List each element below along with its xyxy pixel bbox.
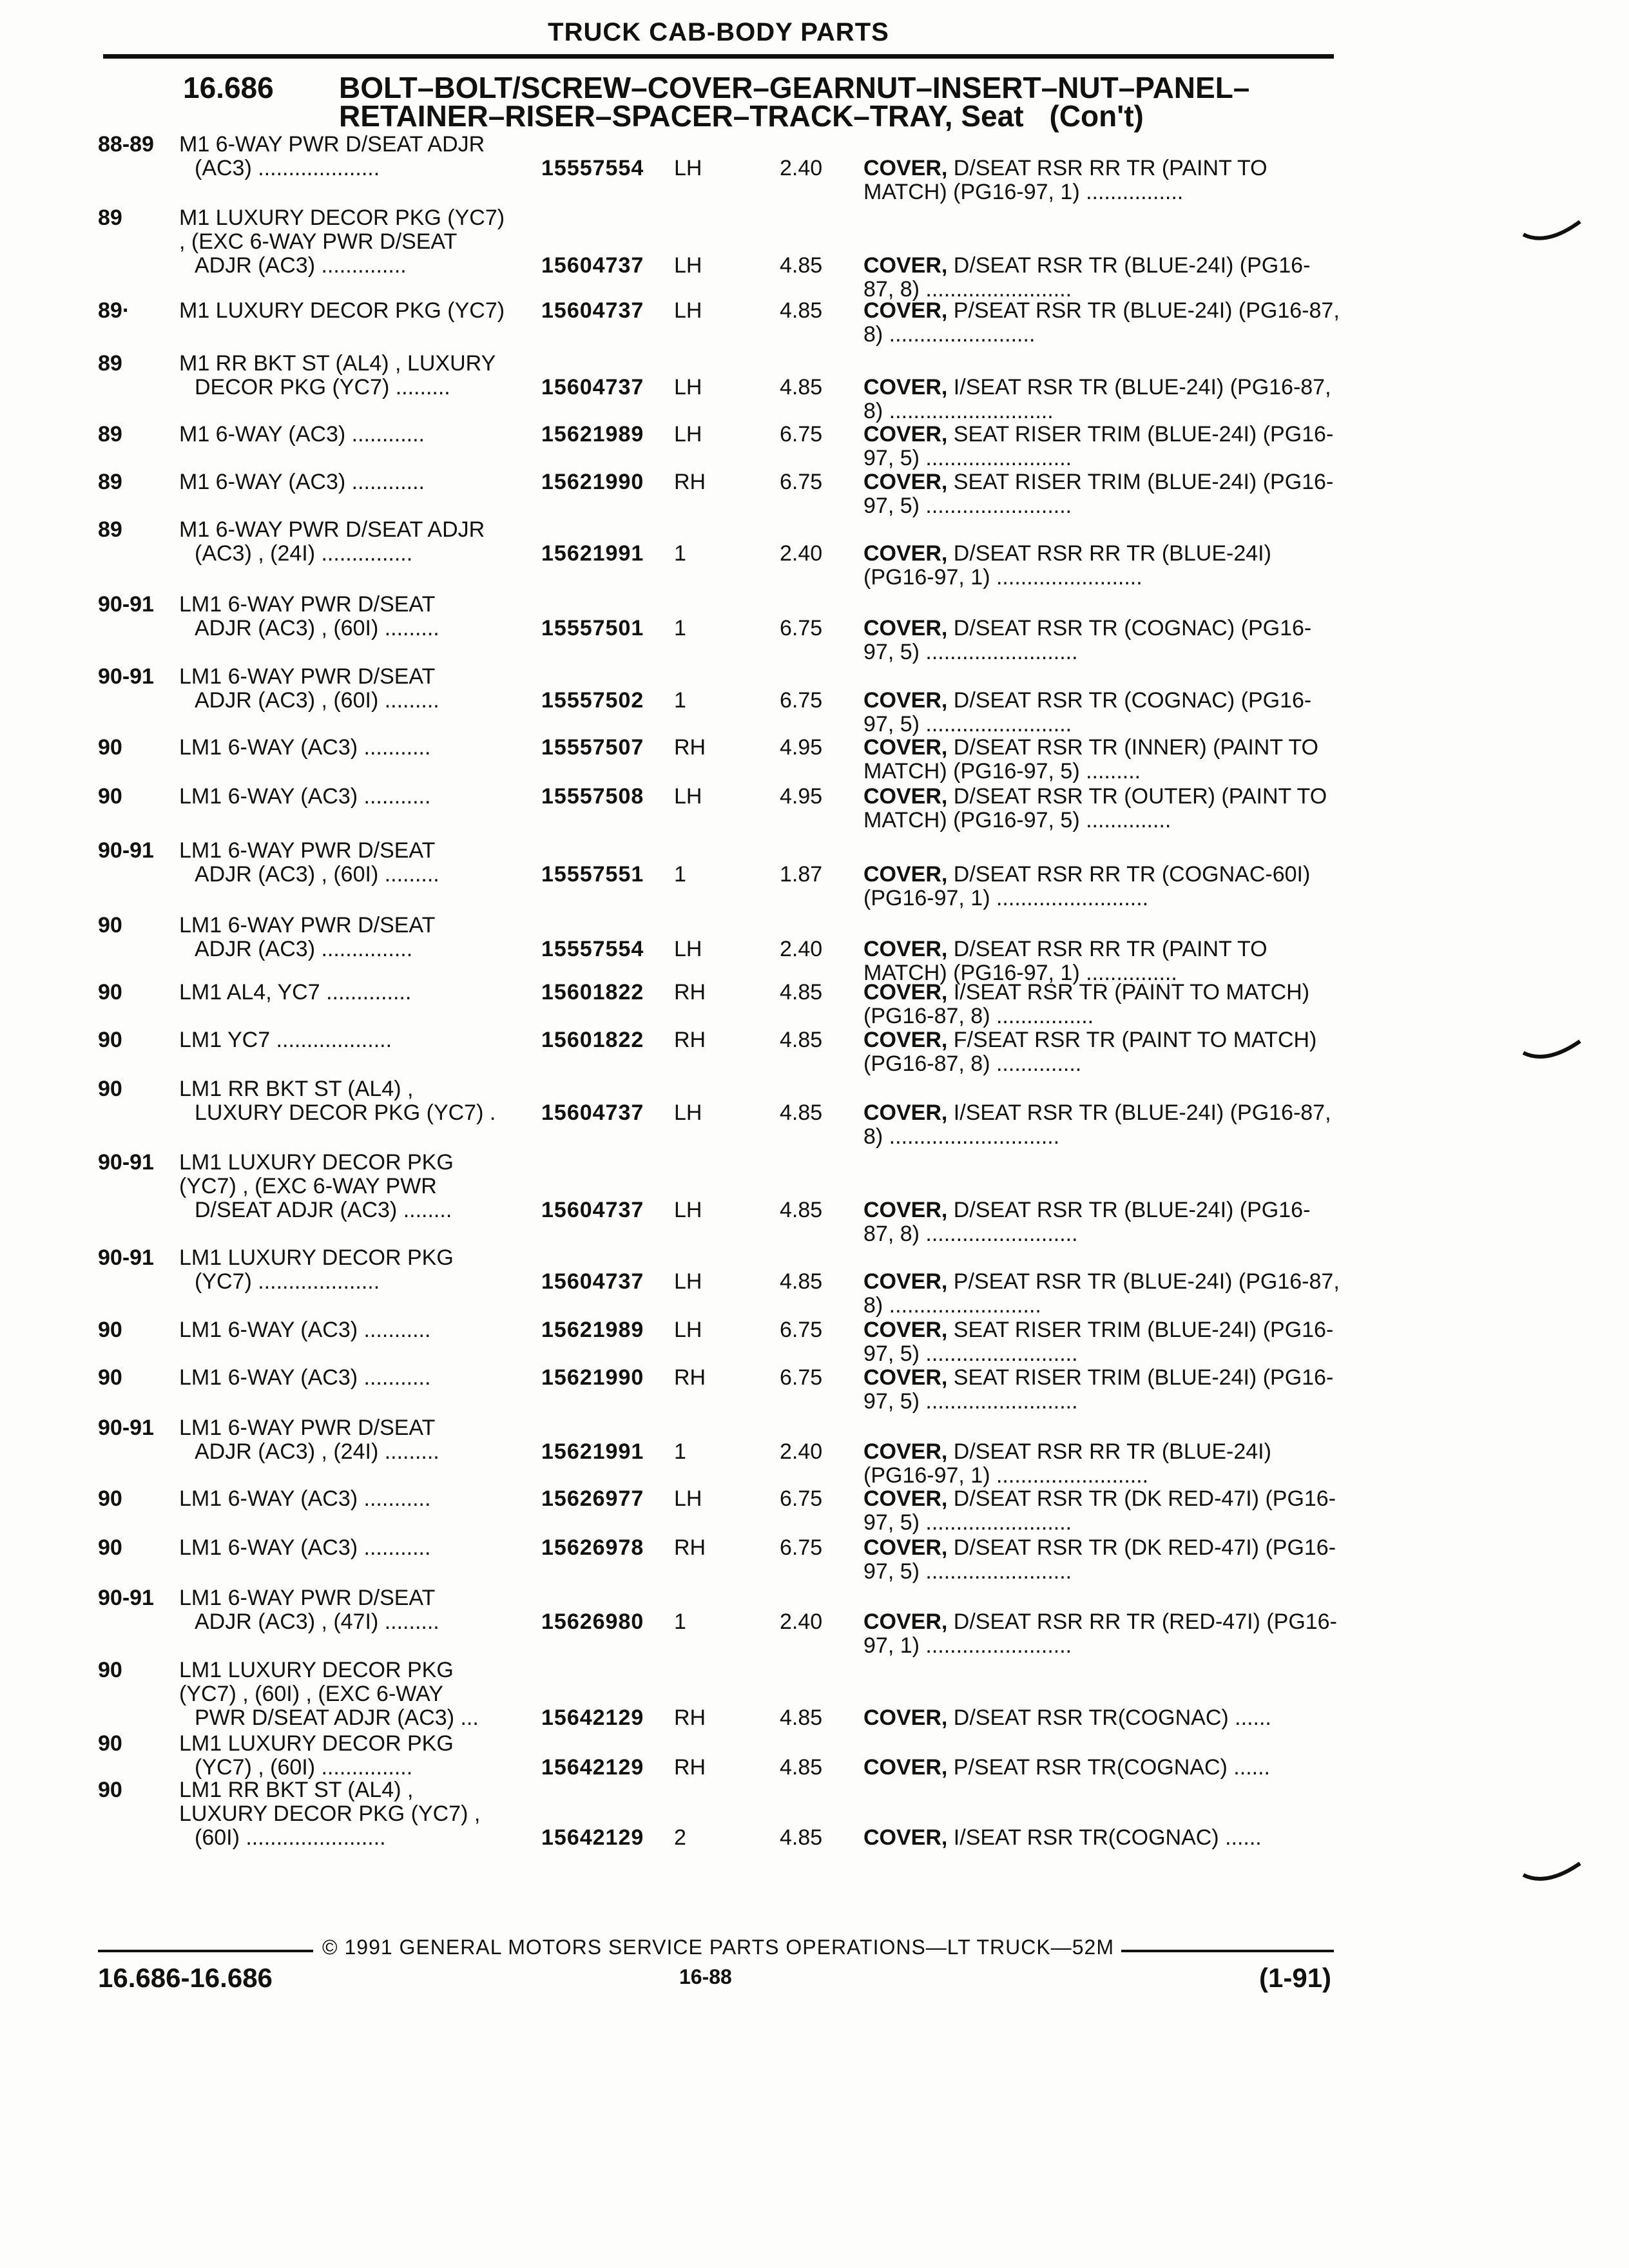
application-line-cont: ADJR (AC3) , (60I) ......... [195,862,439,887]
application-line: LM1 RR BKT ST (AL4) , LUXURY DECOR PKG (YC7) , [179,1778,481,1826]
application-desc [179,352,540,399]
part-number: 15604737 [541,1100,644,1125]
part-description [863,542,1340,590]
part-detail: D/SEAT RSR TR (DK RED-47I) (PG16-97, 5) ........................ [863,1535,1336,1584]
part-number: 15621990 [541,1365,644,1390]
part-detail: D/SEAT RSR RR TR (PAINT TO MATCH) (PG16-97, 1) ................ [863,156,1268,204]
part-detail: I/SEAT RSR TR (PAINT TO MATCH) (PG16-87, 8) ................ [863,980,1310,1028]
quantity: LH [674,1318,702,1342]
application-line: M1 RR BKT ST (AL4) , LUXURY [179,351,496,376]
model-year: 90-91 [98,592,154,617]
price: 4.85 [780,1755,823,1780]
footer-page-number: 16-88 [679,1965,732,1988]
part-detail: D/SEAT RSR RR TR (BLUE-24I) (PG16-97, 1) ......................... [863,1439,1271,1488]
part-detail: F/SEAT RSR TR (PAINT TO MATCH) (PG16-87, 8) .............. [863,1028,1317,1076]
part-name: COVER, [863,1028,948,1052]
application-desc [179,1732,540,1780]
application-line-cont: ADJR (AC3) .............. [195,253,407,278]
margin-mark [1521,1856,1585,1894]
part-detail: I/SEAT RSR TR (BLUE-24I) (PG16-87, 8) ............................ [863,1100,1331,1149]
part-description [863,617,1340,664]
application-line: LM1 6-WAY PWR D/SEAT [179,913,436,937]
quantity: LH [674,298,702,323]
application-desc [179,736,540,760]
application-line: M1 6-WAY (AC3) ............ [179,422,425,447]
model-year: 90 [98,980,122,1004]
application-line: LM1 YC7 ................... [179,1028,392,1052]
application-line: M1 6-WAY (AC3) ............ [179,470,425,494]
part-description [863,1756,1340,1780]
price: 1.87 [780,862,823,887]
part-number: 15604737 [541,375,644,399]
part-description [863,157,1340,204]
footer-date-code: (1-91) [1259,1963,1332,1993]
part-detail: SEAT RISER TRIM (BLUE-24I) (PG16-97, 5) ........................ [863,470,1334,518]
part-description [863,736,1340,783]
part-number: 15557554 [541,156,644,180]
footer-section-range: 16.686-16.686 [98,1963,273,1993]
part-number: 15642129 [541,1825,644,1850]
price: 2.40 [780,1610,823,1634]
application-line: LM1 AL4, YC7 .............. [179,980,412,1004]
quantity: RH [674,1028,706,1052]
model-year: 90-91 [98,838,154,863]
part-name: COVER, [863,1365,948,1390]
part-name: COVER, [863,422,948,447]
quantity: 1 [674,541,686,566]
part-description [863,376,1340,423]
quantity: RH [674,1365,706,1390]
part-description [863,785,1340,832]
price: 4.95 [780,735,823,760]
part-detail: D/SEAT RSR RR TR (COGNAC-60I) (PG16-97, 1) ......................... [863,862,1311,910]
part-detail: D/SEAT RSR TR(COGNAC) ...... [947,1706,1271,1730]
model-year: 90 [98,913,122,937]
price: 6.75 [780,1486,823,1511]
part-description [863,470,1340,518]
part-detail: D/SEAT RSR TR (COGNAC) (PG16-97, 5) ........................ [863,688,1312,736]
application-line: LM1 LUXURY DECOR PKG [179,1731,454,1756]
quantity: 2 [674,1825,686,1850]
price: 2.40 [780,1439,823,1464]
part-name: COVER, [863,1755,948,1780]
model-year: 90 [98,1028,122,1052]
part-name: COVER, [863,937,948,961]
part-name: COVER, [863,1706,948,1730]
part-number: 15557554 [541,937,644,961]
model-year: 90-91 [98,1586,154,1610]
part-detail: P/SEAT RSR TR (BLUE-24I) (PG16-87, 8) ........................ [863,298,1340,347]
part-number: 15621989 [541,422,644,447]
part-description [863,1270,1340,1318]
application-line: LM1 LUXURY DECOR PKG [179,1245,454,1270]
part-number: 15557501 [541,616,644,640]
application-line: LM1 6-WAY (AC3) ........... [179,735,431,760]
part-number: 15557508 [541,784,644,809]
section-number: 16.686 [183,71,274,104]
application-desc [179,1416,540,1464]
part-number: 15642129 [541,1706,644,1730]
model-year: 90-91 [98,1416,154,1440]
part-name: COVER, [863,616,948,640]
part-number: 15604737 [541,253,644,278]
price: 4.85 [780,1269,823,1294]
part-name: COVER, [863,862,948,887]
part-description [863,299,1340,347]
part-name: COVER, [863,1439,948,1464]
application-line: LM1 6-WAY PWR D/SEAT [179,592,436,617]
part-number: 15604737 [541,1269,644,1294]
application-line: M1 LUXURY DECOR PKG (YC7) [179,298,505,323]
part-number: 15601822 [541,980,644,1004]
application-line: LM1 6-WAY PWR D/SEAT [179,838,436,863]
part-description [863,937,1340,985]
application-line: LM1 6-WAY PWR D/SEAT [179,1586,436,1610]
part-description [863,1318,1340,1366]
price: 6.75 [780,616,823,640]
part-number: 15557507 [541,735,644,760]
price: 2.40 [780,156,823,180]
application-line-cont: ADJR (AC3) , (60I) ......... [195,688,439,713]
part-detail: P/SEAT RSR TR (BLUE-24I) (PG16-87, 8) ......................... [863,1269,1340,1318]
price: 6.75 [780,470,823,494]
application-line-cont: LUXURY DECOR PKG (YC7) . [195,1100,496,1125]
price: 4.85 [780,980,823,1004]
section-title-text: BOLT–BOLT/SCREW–COVER–GEARNUT–INSERT–NUT–PANEL–RETAINER–RISER–SPACER–TRACK–TRAY, Seat [339,71,1250,133]
application-desc [179,914,540,961]
model-year: 90 [98,1486,122,1511]
part-name: COVER, [863,1486,948,1511]
part-number: 15626977 [541,1486,644,1511]
application-line-cont: ADJR (AC3) ............... [195,937,413,961]
application-desc [179,1778,540,1850]
model-year: 90 [98,735,122,760]
part-name: COVER, [863,1269,948,1294]
part-detail: D/SEAT RSR RR TR (PAINT TO MATCH) (PG16-97, 1) ............... [863,937,1268,985]
application-desc [179,1536,540,1560]
model-year: 90 [98,1778,122,1802]
footer-rule-left [98,1950,313,1952]
part-number: 15557502 [541,688,644,713]
quantity: RH [674,1755,706,1780]
part-detail: I/SEAT RSR TR(COGNAC) ...... [947,1825,1262,1850]
application-desc [179,423,540,447]
application-line-cont: (AC3) , (24I) ............... [195,541,413,566]
application-desc [179,1151,540,1222]
price: 6.75 [780,1318,823,1342]
part-description [863,1028,1340,1076]
application-line-cont: D/SEAT ADJR (AC3) ........ [195,1198,452,1222]
part-description [863,1366,1340,1414]
model-year: 89 [98,351,122,376]
part-number: 15604737 [541,298,644,323]
quantity: 1 [674,1439,686,1464]
application-desc [179,1487,540,1511]
model-year: 89 [98,470,122,494]
application-desc [179,1318,540,1342]
part-detail: D/SEAT RSR TR (COGNAC) (PG16-97, 5) ......................... [863,616,1312,664]
quantity: LH [674,1486,702,1511]
part-detail: D/SEAT RSR RR TR (BLUE-24I) (PG16-97, 1) ........................ [863,541,1271,590]
part-name: COVER, [863,688,948,713]
application-desc [179,981,540,1004]
part-name: COVER, [863,1610,948,1634]
application-line-cont: ADJR (AC3) , (24I) ......... [195,1439,439,1464]
model-year: 90-91 [98,664,154,689]
model-year: 90 [98,1658,122,1682]
part-description [863,1101,1340,1149]
application-line-cont: PWR D/SEAT ADJR (AC3) ... [195,1706,479,1730]
part-number: 15626978 [541,1535,644,1560]
part-name: COVER, [863,1535,948,1560]
application-line: LM1 LUXURY DECOR PKG (YC7) , (EXC 6-WAY PWR [179,1150,454,1198]
price: 4.85 [780,1028,823,1052]
part-number: 15621991 [541,541,644,566]
part-description [863,863,1340,910]
application-desc [179,665,540,713]
application-desc [179,518,540,566]
part-description [863,1440,1340,1488]
part-description [863,1826,1340,1850]
price: 4.85 [780,375,823,399]
quantity: RH [674,980,706,1004]
part-description [863,1610,1340,1658]
quantity: 1 [674,1610,686,1634]
application-desc [179,1028,540,1052]
quantity: LH [674,253,702,278]
model-year: 89 [98,206,122,230]
part-detail: D/SEAT RSR TR (BLUE-24I) (PG16-87, 8) ........................ [863,253,1311,302]
application-line: LM1 LUXURY DECOR PKG (YC7) , (60I) , (EXC 6-WAY [179,1658,454,1706]
application-desc [179,1077,540,1125]
application-line: LM1 6-WAY PWR D/SEAT [179,1416,436,1440]
part-number: 15621989 [541,1318,644,1342]
part-name: COVER, [863,1825,948,1850]
model-year: 90-91 [98,1150,154,1175]
price: 6.75 [780,688,823,713]
part-name: COVER, [863,156,948,180]
part-name: COVER, [863,784,948,809]
model-year: 90 [98,784,122,809]
application-line-cont: (60I) ....................... [195,1825,386,1850]
model-year: 90 [98,1365,122,1390]
part-number: 15604737 [541,1198,644,1222]
application-desc [179,785,540,809]
part-description [863,254,1340,302]
application-line: M1 6-WAY PWR D/SEAT ADJR [179,132,485,157]
part-description [863,981,1340,1028]
part-detail: SEAT RISER TRIM (BLUE-24I) (PG16-97, 5) ......................... [863,1318,1334,1366]
model-year: 90 [98,1077,122,1101]
price: 4.85 [780,1825,823,1850]
part-description [863,1198,1340,1246]
continued-label: (Con't) [1049,99,1144,133]
application-line: LM1 6-WAY PWR D/SEAT [179,664,436,689]
application-desc [179,1658,540,1730]
part-name: COVER, [863,980,948,1004]
part-name: COVER, [863,735,948,760]
part-detail: D/SEAT RSR TR (BLUE-24I) (PG16-87, 8) ......................... [863,1198,1311,1246]
part-name: COVER, [863,1198,948,1222]
application-desc [179,1246,540,1294]
application-desc [179,593,540,640]
part-name: COVER, [863,1318,948,1342]
quantity: LH [674,422,702,447]
price: 4.85 [780,298,823,323]
application-line: LM1 RR BKT ST (AL4) , [179,1077,414,1101]
part-name: COVER, [863,541,948,566]
application-desc [179,1366,540,1390]
price: 6.75 [780,1535,823,1560]
application-line: LM1 6-WAY (AC3) ........... [179,1486,431,1511]
part-description [863,689,1340,736]
application-line-cont: (YC7) .................... [195,1269,380,1294]
quantity: LH [674,937,702,961]
application-line-cont: ADJR (AC3) , (60I) ......... [195,616,439,640]
quantity: LH [674,156,702,180]
price: 4.85 [780,1198,823,1222]
part-number: 15621990 [541,470,644,494]
quantity: LH [674,784,702,809]
part-name: COVER, [863,298,948,323]
price: 6.75 [780,1365,823,1390]
part-detail: D/SEAT RSR TR (OUTER) (PAINT TO MATCH) (PG16-97, 5) .............. [863,784,1327,832]
application-line: LM1 6-WAY (AC3) ........... [179,1318,431,1342]
application-line-cont: DECOR PKG (YC7) ......... [195,375,450,399]
quantity: LH [674,1100,702,1125]
price: 6.75 [780,422,823,447]
page-title: TRUCK CAB-BODY PARTS [548,18,889,46]
quantity: LH [674,375,702,399]
application-line: LM1 6-WAY (AC3) ........... [179,1365,431,1390]
model-year: 89 [98,422,122,447]
part-description [863,1487,1340,1535]
application-line-cont: ADJR (AC3) , (47I) ......... [195,1610,439,1634]
quantity: LH [674,1269,702,1294]
application-desc [179,206,540,278]
application-line: LM1 6-WAY (AC3) ........... [179,784,431,809]
footer-rule-right [1121,1950,1334,1952]
quantity: RH [674,735,706,760]
part-number: 15557551 [541,862,644,887]
part-detail: D/SEAT RSR TR (INNER) (PAINT TO MATCH) (PG16-97, 5) ......... [863,735,1318,783]
part-name: COVER, [863,470,948,494]
price: 4.85 [780,1706,823,1730]
part-description [863,1706,1340,1730]
model-year: 90-91 [98,1245,154,1270]
part-description [863,1536,1340,1584]
model-year: 90 [98,1731,122,1756]
part-number: 15621991 [541,1439,644,1464]
price: 2.40 [780,541,823,566]
price: 4.95 [780,784,823,809]
part-detail: SEAT RISER TRIM (BLUE-24I) (PG16-97, 5) ......................... [863,1365,1334,1414]
quantity: RH [674,1535,706,1560]
part-name: COVER, [863,1100,948,1125]
application-desc [179,839,540,887]
part-detail: I/SEAT RSR TR (BLUE-24I) (PG16-87, 8) ........................... [863,375,1331,423]
part-number: 15601822 [541,1028,644,1052]
part-detail: D/SEAT RSR RR TR (RED-47I) (PG16-97, 1) ........................ [863,1610,1337,1658]
model-year: 90 [98,1318,122,1342]
part-name: COVER, [863,375,948,399]
quantity: 1 [674,616,686,640]
quantity: RH [674,1706,706,1730]
application-line-cont: (YC7) , (60I) ............... [195,1755,413,1780]
price: 4.85 [780,1100,823,1125]
model-year: 89· [98,298,130,323]
part-detail: D/SEAT RSR TR (DK RED-47I) (PG16-97, 5) ........................ [863,1486,1336,1535]
part-description [863,423,1340,470]
application-line: M1 LUXURY DECOR PKG (YC7) , (EXC 6-WAY PWR D/SEAT [179,206,505,254]
part-detail: SEAT RISER TRIM (BLUE-24I) (PG16-97, 5) ........................ [863,422,1334,470]
quantity: LH [674,1198,702,1222]
model-year: 89 [98,517,122,542]
part-detail: P/SEAT RSR TR(COGNAC) ...... [947,1755,1270,1780]
application-desc [179,470,540,494]
footer-copyright: © 1991 GENERAL MOTORS SERVICE PARTS OPERATIONS—LT TRUCK—52M [322,1936,1114,1959]
price: 2.40 [780,937,823,961]
part-number: 15642129 [541,1755,644,1780]
model-year: 88-89 [98,132,154,157]
margin-mark [1521,1033,1585,1072]
price: 4.85 [780,253,823,278]
application-desc [179,133,540,180]
part-number: 15626980 [541,1610,644,1634]
quantity: 1 [674,688,686,713]
part-name: COVER, [863,253,948,278]
quantity: 1 [674,862,686,887]
application-line: LM1 6-WAY (AC3) ........... [179,1535,431,1560]
application-line: M1 6-WAY PWR D/SEAT ADJR [179,517,485,542]
quantity: RH [674,470,706,494]
application-desc [179,1586,540,1634]
application-desc [179,299,540,323]
margin-mark [1521,213,1585,251]
application-line-cont: (AC3) .................... [195,156,380,180]
model-year: 90 [98,1535,122,1560]
